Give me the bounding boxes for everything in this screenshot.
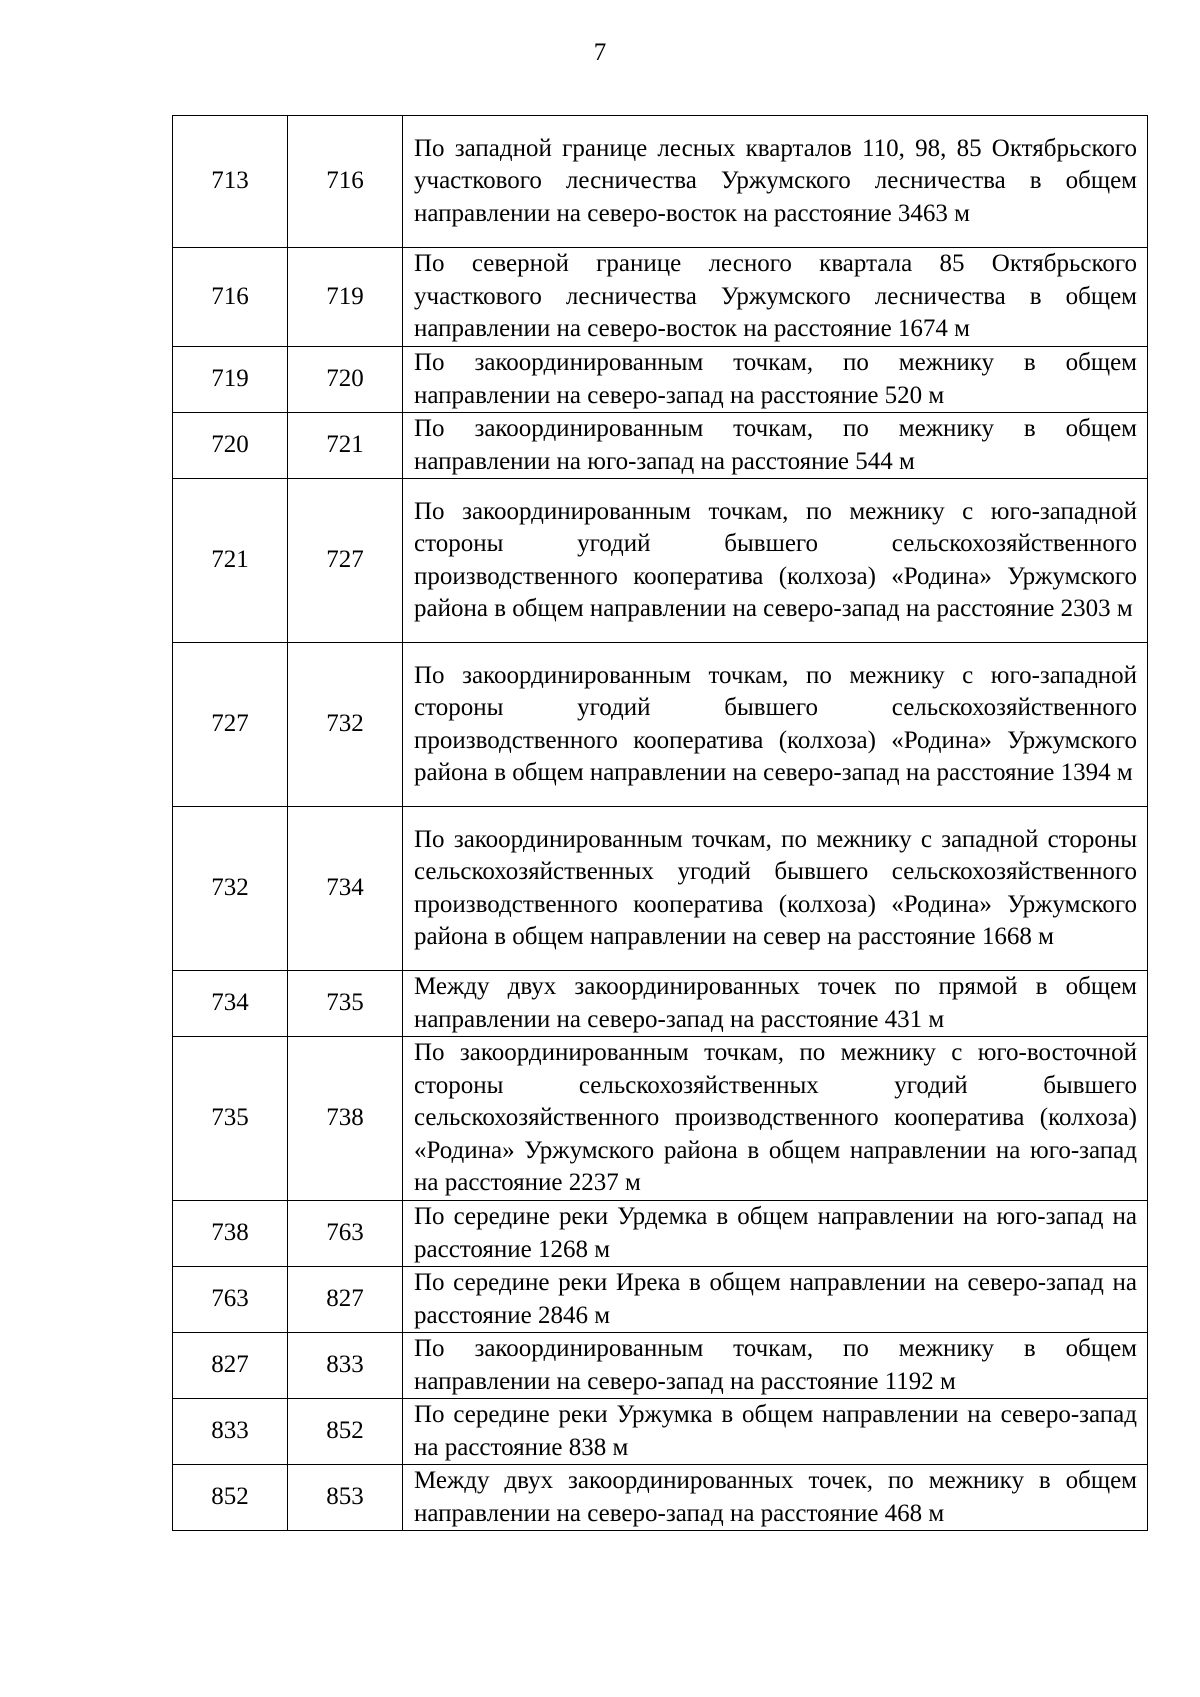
description-cell: По западной границе лесных кварталов 110, 98, 85 Октябрьского участкового лесничества Уржумского лесничества в общем направлении на северо-восток на расстояние 3463 м: [403, 116, 1148, 248]
to-point-cell: 853: [288, 1465, 403, 1531]
from-point-cell: 719: [173, 347, 288, 413]
to-point-cell: 735: [288, 971, 403, 1037]
to-point-cell: 732: [288, 643, 403, 807]
to-point-cell: 719: [288, 248, 403, 347]
description-cell: По закоординированным точкам, по межнику с западной стороны сельскохозяйственных угодий бывшего сельскохозяйственного производственного кооператива (колхоза) «Родина» Уржумского района в общем направлении на север на расстояние 1668 м: [403, 807, 1148, 971]
to-point-cell: 716: [288, 116, 403, 248]
to-point-cell: 827: [288, 1267, 403, 1333]
from-point-cell: 763: [173, 1267, 288, 1333]
to-point-cell: 852: [288, 1399, 403, 1465]
description-cell: По закоординированным точкам, по межнику в общем направлении на северо-запад на расстояние 520 м: [403, 347, 1148, 413]
description-cell: По середине реки Уржумка в общем направлении на северо-запад на расстояние 838 м: [403, 1399, 1148, 1465]
description-cell: По закоординированным точкам, по межнику с юго-восточной стороны сельскохозяйственных угодий бывшего сельскохозяйственного производственного кооператива (колхоза) «Родина» Уржумского района в общем направлении на юго-запад на расстояние 2237 м: [403, 1037, 1148, 1201]
to-point-cell: 721: [288, 413, 403, 479]
table-row: [173, 347, 1148, 413]
from-point-cell: 734: [173, 971, 288, 1037]
table-row: [173, 479, 1148, 643]
from-point-cell: 720: [173, 413, 288, 479]
description-cell: По закоординированным точкам, по межнику в общем направлении на северо-запад на расстояние 1192 м: [403, 1333, 1148, 1399]
table-row: [173, 1333, 1148, 1399]
table-row: [173, 643, 1148, 807]
description-cell: Между двух закоординированных точек, по межнику в общем направлении на северо-запад на расстояние 468 м: [403, 1465, 1148, 1531]
table-row: [173, 1465, 1148, 1531]
description-cell: По закоординированным точкам, по межнику с юго-западной стороны угодий бывшего сельскохозяйственного производственного кооператива (колхоза) «Родина» Уржумского района в общем направлении на северо-запад на расстояние 2303 м: [403, 479, 1148, 643]
table-row: [173, 971, 1148, 1037]
description-cell: По северной границе лесного квартала 85 Октябрьского участкового лесничества Уржумского лесничества в общем направлении на северо-восток на расстояние 1674 м: [403, 248, 1148, 347]
to-point-cell: 833: [288, 1333, 403, 1399]
from-point-cell: 735: [173, 1037, 288, 1201]
from-point-cell: 827: [173, 1333, 288, 1399]
table-row: [173, 413, 1148, 479]
from-point-cell: 713: [173, 116, 288, 248]
from-point-cell: 852: [173, 1465, 288, 1531]
description-cell: По середине реки Ирека в общем направлении на северо-запад на расстояние 2846 м: [403, 1267, 1148, 1333]
from-point-cell: 716: [173, 248, 288, 347]
from-point-cell: 833: [173, 1399, 288, 1465]
to-point-cell: 734: [288, 807, 403, 971]
to-point-cell: 727: [288, 479, 403, 643]
table-row: [173, 1037, 1148, 1201]
table-row: [173, 1399, 1148, 1465]
table-row: [173, 116, 1148, 248]
description-cell: По закоординированным точкам, по межнику в общем направлении на юго-запад на расстояние 544 м: [403, 413, 1148, 479]
from-point-cell: 727: [173, 643, 288, 807]
table-row: [173, 807, 1148, 971]
boundary-table: [172, 115, 1148, 1531]
to-point-cell: 720: [288, 347, 403, 413]
description-cell: По середине реки Урдемка в общем направлении на юго-запад на расстояние 1268 м: [403, 1201, 1148, 1267]
description-cell: По закоординированным точкам, по межнику с юго-западной стороны угодий бывшего сельскохозяйственного производственного кооператива (колхоза) «Родина» Уржумского района в общем направлении на северо-запад на расстояние 1394 м: [403, 643, 1148, 807]
table-row: [173, 1267, 1148, 1333]
from-point-cell: 721: [173, 479, 288, 643]
table-row: [173, 1201, 1148, 1267]
from-point-cell: 738: [173, 1201, 288, 1267]
from-point-cell: 732: [173, 807, 288, 971]
page-number: 7: [593, 39, 607, 66]
to-point-cell: 738: [288, 1037, 403, 1201]
description-cell: Между двух закоординированных точек по прямой в общем направлении на северо-запад на расстояние 431 м: [403, 971, 1148, 1037]
table-row: [173, 248, 1148, 347]
to-point-cell: 763: [288, 1201, 403, 1267]
